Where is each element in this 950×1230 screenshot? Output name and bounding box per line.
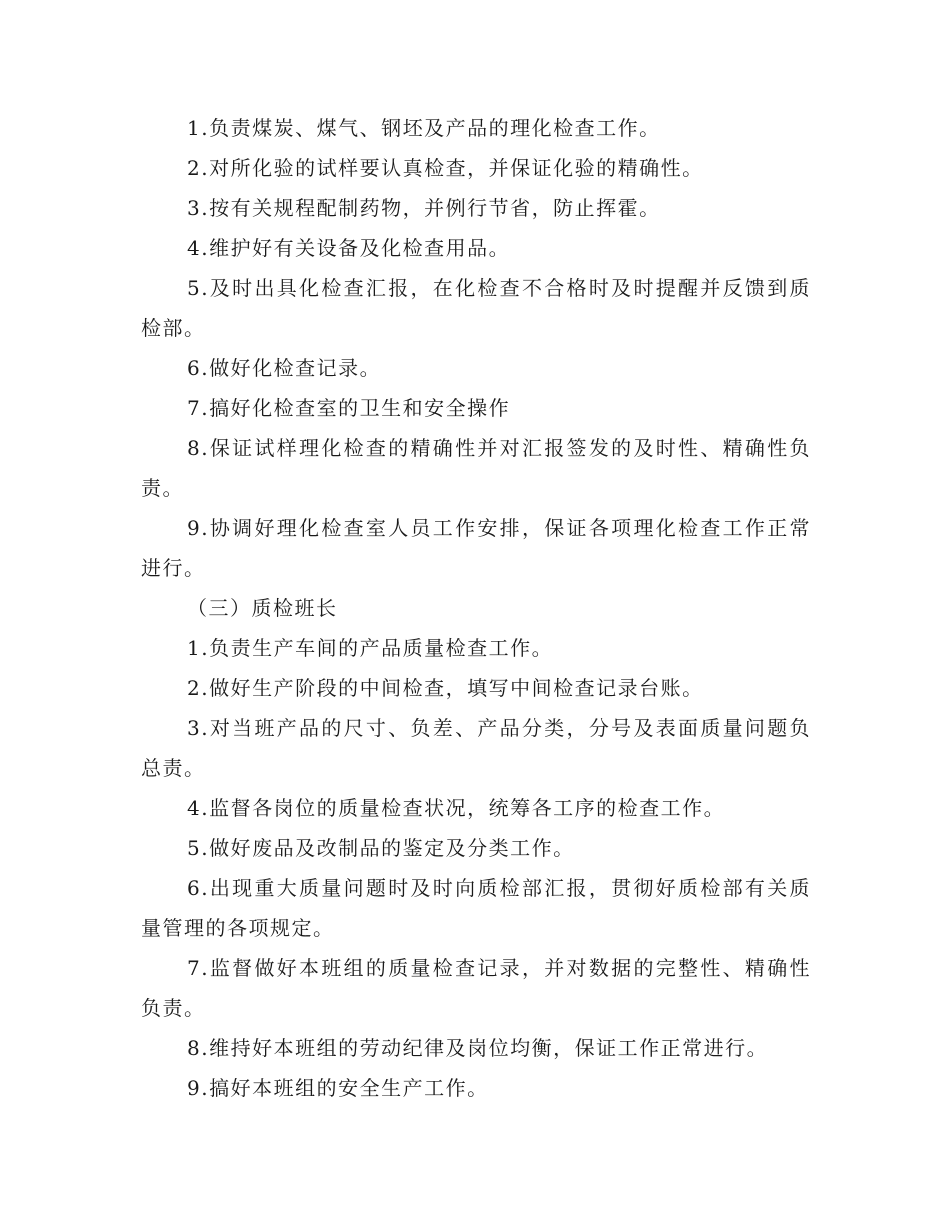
lab-duty-item: 6.做好化检查记录。 bbox=[187, 356, 382, 380]
team-leader-duty-item: 2.做好生产阶段的中间检查，填写中间检查记录台账。 bbox=[187, 676, 704, 700]
lab-duty-item: 2.对所化验的试样要认真检查，并保证化验的精确性。 bbox=[187, 156, 704, 180]
lab-duty-item: 1.负责煤炭、煤气、钢坯及产品的理化检查工作。 bbox=[187, 116, 661, 140]
document-page bbox=[141, 108, 811, 1108]
team-leader-duty-item: 7.监督做好本班组的质量检查记录，并对数据的完整性、精确性负责。 bbox=[141, 956, 811, 1020]
team-leader-duty-item: 6.出现重大质量问题时及时向质检部汇报，贯彻好质检部有关质量管理的各项规定。 bbox=[141, 876, 811, 940]
lab-duty-item: 5.及时出具化检查汇报，在化检查不合格时及时提醒并反馈到质检部。 bbox=[141, 276, 811, 340]
team-leader-duty-item: 1.负责生产车间的产品质量检查工作。 bbox=[187, 636, 554, 660]
lab-duty-item: 8.保证试样理化检查的精确性并对汇报签发的及时性、精确性负责。 bbox=[141, 436, 811, 500]
lab-duty-item: 3.按有关规程配制药物，并例行节省，防止挥霍。 bbox=[187, 196, 661, 220]
section-heading: （三）质检班长 bbox=[187, 596, 338, 620]
team-leader-duty-item: 9.搞好本班组的安全生产工作。 bbox=[187, 1076, 489, 1100]
team-leader-duty-item: 8.维持好本班组的劳动纪律及岗位均衡，保证工作正常进行。 bbox=[187, 1036, 769, 1060]
team-leader-duty-item: 5.做好废品及改制品的鉴定及分类工作。 bbox=[187, 836, 575, 860]
lab-duty-item: 9.协调好理化检查室人员工作安排，保证各项理化检查工作正常进行。 bbox=[141, 516, 811, 580]
team-leader-duty-item: 4.监督各岗位的质量检查状况，统筹各工序的检查工作。 bbox=[187, 796, 726, 820]
lab-duty-item: 7.搞好化检查室的卫生和安全操作 bbox=[187, 396, 511, 420]
lab-duty-item: 4.维护好有关设备及化检查用品。 bbox=[187, 236, 511, 260]
team-leader-duty-item: 3.对当班产品的尺寸、负差、产品分类，分号及表面质量问题负总责。 bbox=[141, 716, 811, 780]
